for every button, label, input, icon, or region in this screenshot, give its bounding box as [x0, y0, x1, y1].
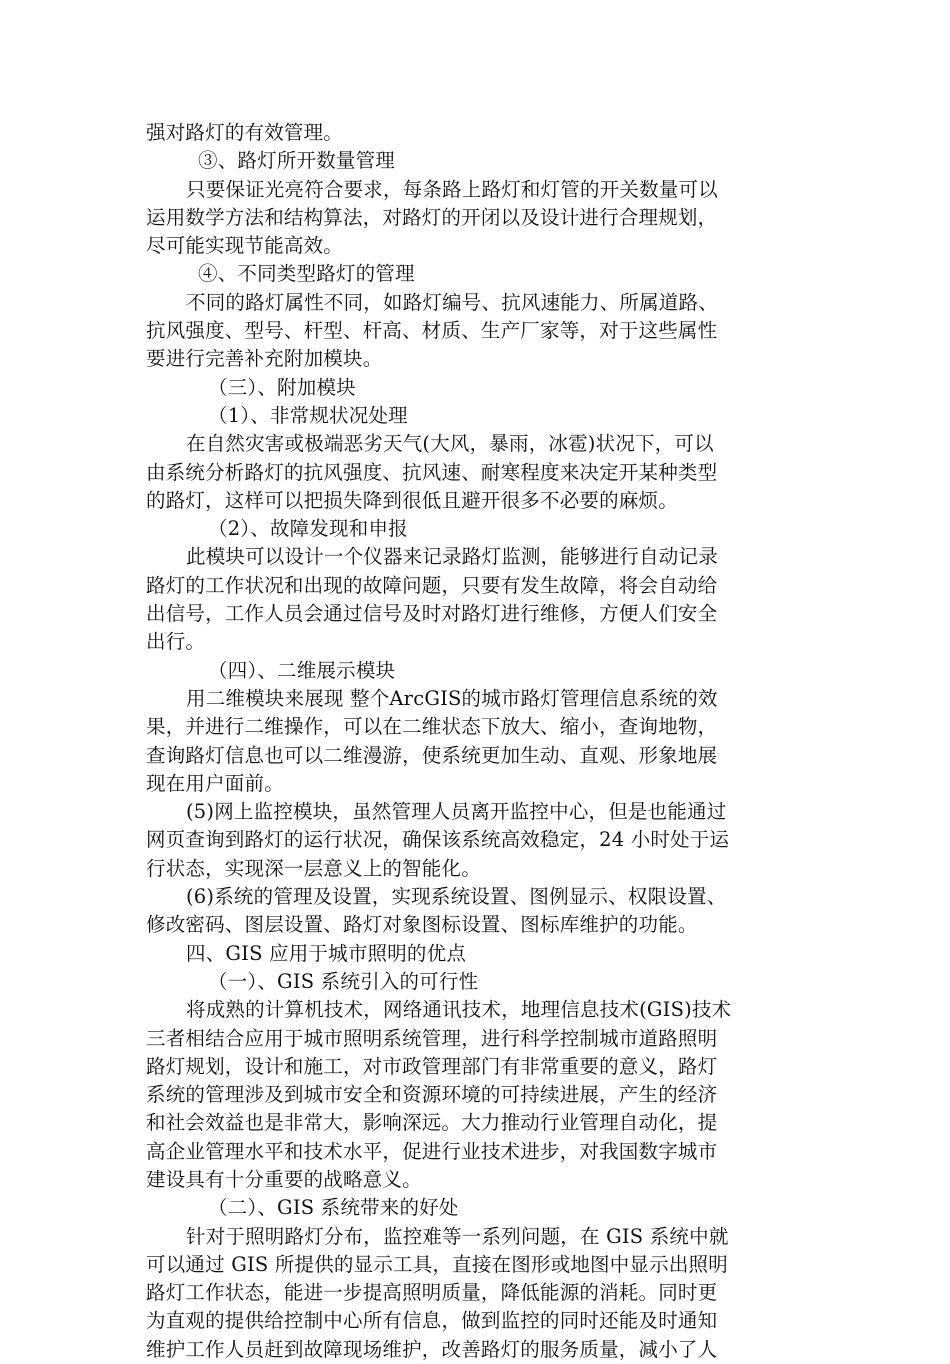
paragraph-line: 和社会效益也是非常大，影响深远。大力推动行业管理自动化，提: [146, 1111, 718, 1135]
paragraph-line: 四、GIS 应用于城市照明的优点: [186, 941, 467, 965]
paragraph-line: 将成熟的计算机技术，网络通讯技术，地理信息技术(GIS)技术: [186, 998, 732, 1022]
paragraph-line: 三者相结合应用于城市照明系统管理，进行科学控制城市道路照明: [146, 1026, 718, 1050]
section-heading-line: （三）、附加模块: [208, 375, 356, 399]
paragraph-line: 建设具有十分重要的战略意义。: [146, 1167, 422, 1191]
paragraph-line: 不同的路灯属性不同，如路灯编号、抗风速能力、所属道路、: [186, 290, 718, 314]
paragraph-line: 只要保证光亮符合要求，每条路上路灯和灯管的开关数量可以: [186, 177, 718, 201]
paragraph-line: 抗风强度、型号、杆型、杆高、材质、生产厂家等，对于这些属性: [146, 319, 718, 343]
paragraph-line: 系统的管理涉及到城市安全和资源环境的可持续进展，产生的经济: [146, 1083, 718, 1107]
section-heading-line: （2）、故障发现和申报: [208, 517, 408, 541]
paragraph-line: 由系统分析路灯的抗风强度、抗风速、耐寒程度来决定开某种类型: [146, 460, 718, 484]
section-heading-line: （四）、二维展示模块: [208, 658, 396, 682]
document-body: [146, 119, 806, 1364]
paragraph-line: 高企业管理水平和技术水平，促进行业技术进步，对我国数字城市: [146, 1139, 718, 1163]
paragraph-line: 路灯的工作状况和出现的故障问题，只要有发生故障，将会自动给: [146, 573, 718, 597]
paragraph-line: 可以通过 GIS 所提供的显示工具，直接在图形或地图中显示出照明: [146, 1252, 728, 1276]
paragraph-line: (6)系统的管理及设置，实现系统设置、图例显示、权限设置、: [186, 885, 727, 909]
paragraph-line: 果，并进行二维操作，可以在二维状态下放大、缩小，查询地物，: [146, 715, 718, 739]
section-heading-line: ③、路灯所开数量管理: [198, 149, 396, 173]
paragraph-line: 用二维模块来展现 整个ArcGIS的城市路灯管理信息系统的效: [186, 686, 718, 710]
paragraph-line: 路灯规划，设计和施工，对市政管理部门有非常重要的意义，路灯: [146, 1054, 718, 1078]
section-heading-line: ④、不同类型路灯的管理: [198, 262, 415, 286]
paragraph-line: 现在用户面前。: [146, 771, 284, 795]
section-heading-line: （二）、GIS 系统带来的好处: [208, 1196, 459, 1220]
paragraph-line: 行状态，实现深一层意义上的智能化。: [146, 856, 481, 880]
paragraph-line: 强对路灯的有效管理。: [146, 121, 344, 144]
section-heading-line: （一）、GIS 系统引入的可行性: [208, 969, 479, 993]
paragraph-line: 维护工作人员赶到故障现场维护，改善路灯的服务质量，减小了人: [146, 1337, 718, 1361]
paragraph-line: 网页查询到路灯的运行状况，确保该系统高效稳定，24 小时处于运: [146, 828, 730, 852]
paragraph-line: 要进行完善补充附加模块。: [146, 347, 383, 371]
paragraph-line: 出信号，工作人员会通过信号及时对路灯进行维修，方便人们安全: [146, 602, 718, 626]
section-heading-line: （1）、非常规状况处理: [208, 403, 408, 427]
paragraph-line: 查询路灯信息也可以二维漫游，使系统更加生动、直观、形象地展: [146, 743, 718, 767]
paragraph-line: 尽可能实现节能高效。: [146, 234, 344, 258]
paragraph-line: 此模块可以设计一个仪器来记录路灯监测，能够进行自动记录: [186, 545, 718, 569]
paragraph-line: 修改密码、图层设置、路灯对象图标设置、图标库维护的功能。: [146, 913, 698, 937]
paragraph-line: 针对于照明路灯分布，监控难等一系列问题，在 GIS 系统中就: [186, 1224, 729, 1248]
paragraph-line: 的路灯，这样可以把损失降到很低且避开很多不必要的麻烦。: [146, 488, 678, 512]
paragraph-line: 为直观的提供给控制中心所有信息，做到监控的同时还能及时通知: [146, 1309, 718, 1333]
paragraph-line: 出行。: [146, 630, 206, 654]
paragraph-line: 在自然灾害或极端恶劣天气(大风，暴雨，冰雹)状况下，可以: [186, 432, 714, 456]
paragraph-line: 路灯工作状态，能进一步提高照明质量，降低能源的消耗。同时更: [146, 1281, 718, 1305]
paragraph-line: (5)网上监控模块，虽然管理人员离开监控中心，但是也能通过: [186, 800, 727, 824]
paragraph-line: 运用数学方法和结构算法，对路灯的开闭以及设计进行合理规划，: [146, 205, 718, 229]
